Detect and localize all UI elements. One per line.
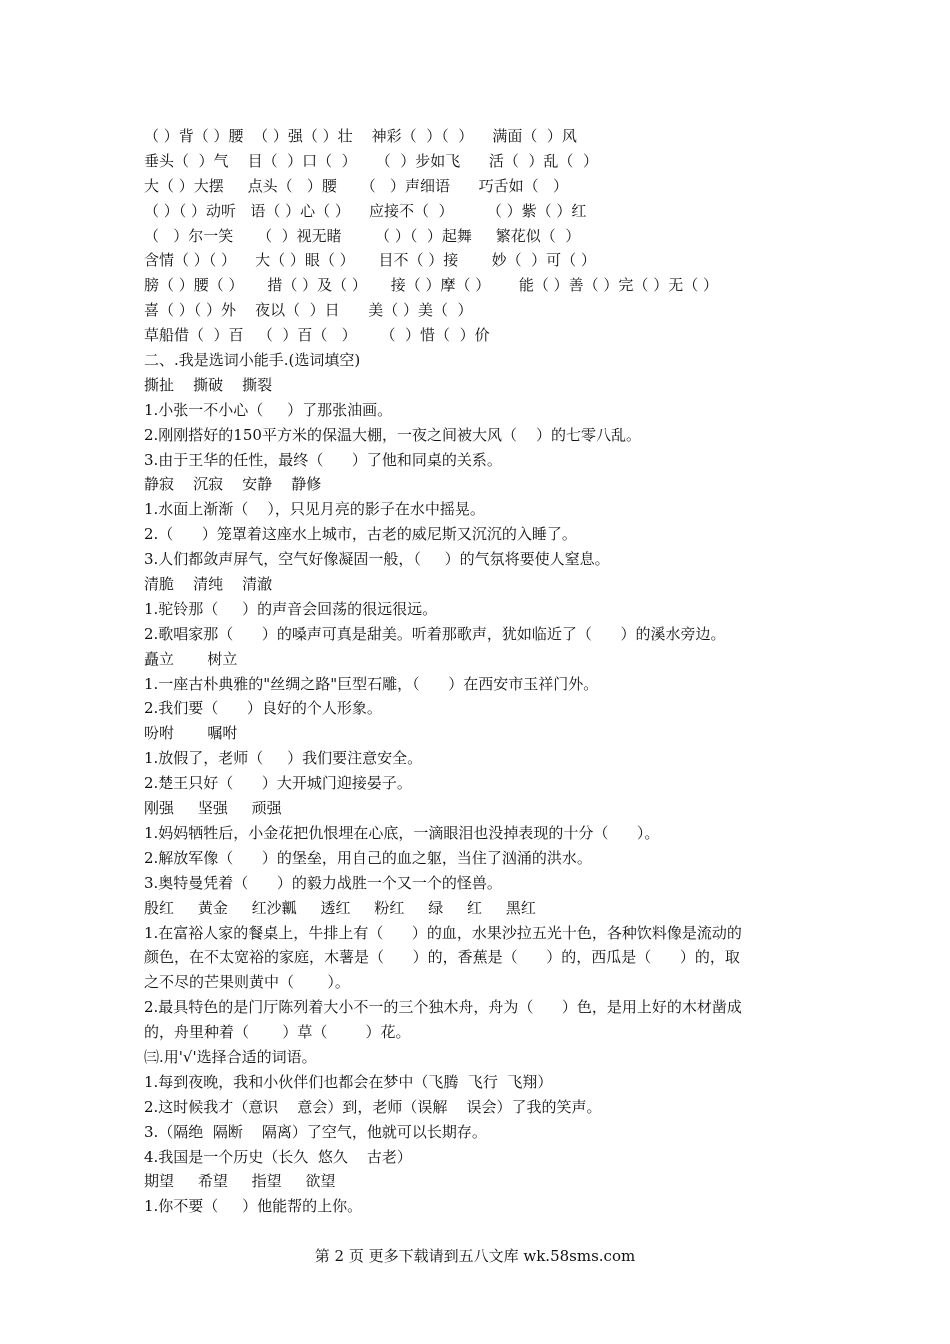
question-line: 的，舟里种着（ ）草（ ）花。 xyxy=(144,1023,411,1042)
section-title: 二、.我是选词小能手.(选词填空) xyxy=(144,351,361,370)
word-options: 矗立 树立 xyxy=(144,649,238,668)
question-line: 1.驼铃那（ ）的声音会回荡的很远很远。 xyxy=(144,599,438,618)
question-line: 1.每到夜晚，我和小伙伴们也都会在梦中（飞腾 飞行 飞翔） xyxy=(144,1072,553,1091)
question-line: 1.放假了，老师（ ）我们要注意安全。 xyxy=(144,749,423,768)
question-line: 2.歌唱家那（ ）的嗓声可真是甜美。听着那歌声，犹如临近了（ ）的溪水旁边。 xyxy=(144,624,726,643)
question-line: 1.在富裕人家的餐桌上，牛排上有（ ）的血，水果沙拉五光十色，各种饮料像是流动的 xyxy=(144,923,742,942)
question-line: 1.水面上渐渐（ ），只见月亮的影子在水中摇晃。 xyxy=(144,500,485,519)
question-line: 3.人们都敛声屏气，空气好像凝固一般，（ ）的气氛将要使人窒息。 xyxy=(144,550,610,569)
word-options: 期望 希望 指望 欲望 xyxy=(144,1172,336,1191)
idiom-line: 喜（ ）（ ）外 夜以（ ）日 美（ ）美（ ） xyxy=(144,301,473,320)
word-options: 吩咐 嘱咐 xyxy=(144,724,238,743)
idiom-line: 大（ ）大摆 点头（ ）腰 （ ）声细语 巧舌如（ ） xyxy=(144,176,568,195)
question-line: 2.（ ）笼罩着这座水上城市，古老的威尼斯又沉沉的入睡了。 xyxy=(144,525,577,544)
idiom-line: （ ）（ ）动听 语（ ）心（ ） 应接不（ ） （ ）紫（ ）红 xyxy=(144,201,587,220)
idiom-line: （ ）尔一笑 （ ）视无睹 （ ）（ ）起舞 繁花似（ ） xyxy=(144,226,581,245)
question-line: 2.这时候我才（意识 意会）到，老师（误解 误会）了我的笑声。 xyxy=(144,1097,602,1116)
question-line: 2.我们要（ ）良好的个人形象。 xyxy=(144,699,382,718)
question-line: 2.楚王只好（ ）大开城门迎接晏子。 xyxy=(144,774,412,793)
question-line: 2.最具特色的是门厅陈列着大小不一的三个独木舟，舟为（ ）色，是用上好的木材凿成 xyxy=(144,998,742,1017)
word-options: 刚强 坚强 顽强 xyxy=(144,799,282,818)
idiom-line: （ ）背（ ）腰 （ ）强（ ）壮 神彩（ ）（ ） 满面（ ）风 xyxy=(144,127,577,145)
idiom-line: 草船借（ ）百 （ ）百（ ） （ ）惜（ ）价 xyxy=(144,326,490,345)
question-line: 之不尽的芒果则黄中（ ）。 xyxy=(144,973,350,992)
word-options: 撕扯 撕破 撕裂 xyxy=(144,375,273,394)
word-options: 殷红 黄金 红沙瓤 透红 粉红 绿 红 黑红 xyxy=(144,898,536,917)
question-line: 3.由于王华的任性，最终（ ）了他和同桌的关系。 xyxy=(144,450,502,469)
question-line: 3.奥特曼凭着（ ）的毅力战胜一个又一个的怪兽。 xyxy=(144,873,502,892)
section-title: ㈢.用'√'选择合适的词语。 xyxy=(144,1047,317,1066)
question-line: 1.你不要（ ）他能帮的上你。 xyxy=(144,1197,363,1216)
question-line: 2.解放军像（ ）的堡垒，用自己的血之躯，当住了汹涌的洪水。 xyxy=(144,848,592,867)
idiom-line: 垂头（ ）气 目（ ）口（ ） （ ）步如飞 活（ ）乱（ ） xyxy=(144,151,598,170)
word-options: 静寂 沉寂 安静 静修 xyxy=(144,475,322,494)
question-line: 1.妈妈牺牲后，小金花把仇恨埋在心底，一滴眼泪也没掉表现的十分（ ）。 xyxy=(144,823,660,842)
word-options: 清脆 清纯 清澈 xyxy=(144,575,273,594)
page-footer: 第 2 页 更多下载请到五八文库 wk.58sms.com xyxy=(314,1247,636,1265)
question-line: 4.我国是一个历史（长久 悠久 古老） xyxy=(144,1147,412,1166)
idiom-line: 膀（ ）腰（ ） 措（ ）及（ ） 接（ ）摩（ ） 能（ ）善（ ）完（ ）无（ ） xyxy=(144,276,718,295)
question-line: 1.一座古朴典雅的"丝绸之路"巨型石雕，（ ）在西安市玉祥门外。 xyxy=(144,674,599,693)
question-line: 2.刚刚搭好的150平方米的保温大棚，一夜之间被大风（ ）的七零八乱。 xyxy=(144,425,642,444)
document-body xyxy=(144,124,824,1219)
question-line: 1.小张一不小心（ ）了那张油画。 xyxy=(144,400,393,419)
idiom-line: 含情（ ）（ ） 大（ ）眼（ ） 目不（ ）接 妙（ ）可（ ） xyxy=(144,251,596,270)
question-line: 3.（隔绝 隔断 隔离）了空气，他就可以长期存。 xyxy=(144,1122,487,1141)
question-line: 颜色，在不太宽裕的家庭，木薯是（ ）的，香蕉是（ ）的，西瓜是（ ）的，取 xyxy=(144,948,740,967)
